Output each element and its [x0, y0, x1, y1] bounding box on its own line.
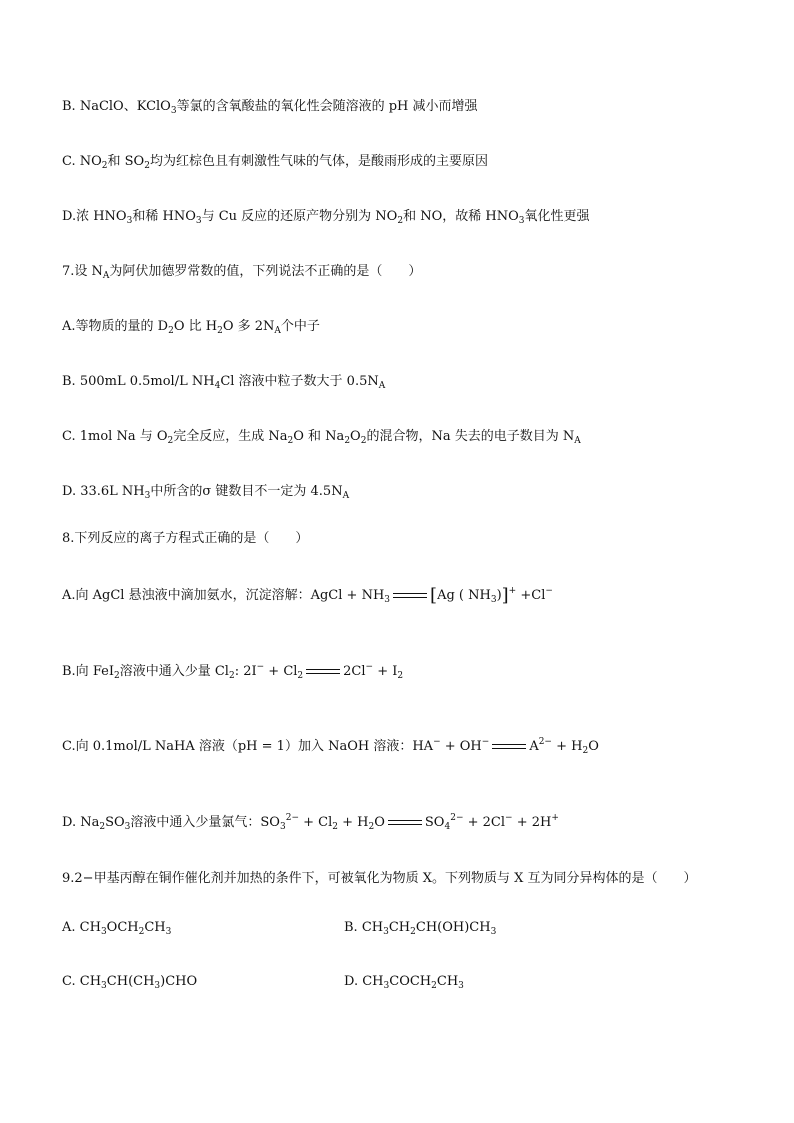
- equation-sign: [388, 818, 422, 828]
- q7-option-a: A.等物质的量的 $D_2O$ 比 $H_2O$ 多 $2N_A$个中子: [62, 319, 320, 336]
- equation-sign: [492, 742, 526, 752]
- equation-sign: [393, 591, 427, 601]
- q8-option-c: C.向 0.1mol/L NaHA 溶液（pH = 1）加入 NaOH 溶液：HA− + OH− $A^{2-} + H_2O$: [62, 737, 599, 756]
- q7-option-b: B. 500mL 0.5mol/L $NH_4Cl$ 溶液中粒子数大于 $0.5N_A$: [62, 374, 386, 391]
- q7-option-d: D. 33.6L $NH_3$中所含的σ 键数目不一定为 $4.5N_A$: [62, 484, 350, 501]
- q6-option-d: D.浓 $HNO_3$和稀 $HNO_3$与 Cu 反应的还原产物分别为 $NO_2$和 NO，故稀 $HNO_3$氧化性更强: [62, 209, 590, 226]
- q9-option-d: D. $CH_3COCH_2CH_3$: [344, 974, 464, 991]
- q7-option-c: C. 1mol Na 与 $O_2$完全反应，生成 $Na_2O$ 和 $Na_2O_2$的混合物，Na 失去的电子数目为 $N_A$: [62, 429, 581, 446]
- q9-option-b: B. $CH_3CH_2CH(OH)CH_3$: [344, 920, 497, 937]
- q6-option-b: B. NaClO、KClO$_3$等氯的含氧酸盐的氧化性会随溶液的 pH 减小而增强: [62, 99, 478, 116]
- q6-option-c: C. $NO_2$和 $SO_2$均为红棕色且有刺激性气味的气体，是酸雨形成的主要原因: [62, 154, 488, 171]
- q9-option-a: A. $CH_3OCH_2CH_3$: [62, 920, 172, 937]
- q8-stem: 8.下列反应的离子方程式正确的是（ ）: [62, 531, 309, 546]
- q9-option-c: C. $CH_3CH(CH_3)CHO$: [62, 974, 198, 991]
- q7-stem: 7.设 $N_A$为阿伏加德罗常数的值，下列说法不正确的是（ ）: [62, 264, 422, 281]
- q8-option-a: A.向 AgCl 悬浊液中滴加氨水，沉淀溶解：AgCl + $NH_3$ [Ag ( $NH_3)]^+ +Cl^-$: [62, 585, 553, 606]
- q8-option-d: D. $Na_2SO_3$溶液中通入少量氯气：$SO_3^{2-} + Cl_2 + H_2O$ $SO_4^{2-} + 2Cl^- + 2H^+$: [62, 813, 559, 832]
- q8-option-b: B.向 FeI$_2$溶液中通入少量 $Cl_2$: $2I^- + Cl_2$ $2Cl^- + I_2$: [62, 662, 404, 681]
- q9-stem: 9.2−甲基丙醇在铜作催化剂并加热的条件下，可被氧化为物质 X。下列物质与 X 互为同分异构体的是（ ）: [62, 871, 697, 886]
- equation-sign: [306, 667, 340, 677]
